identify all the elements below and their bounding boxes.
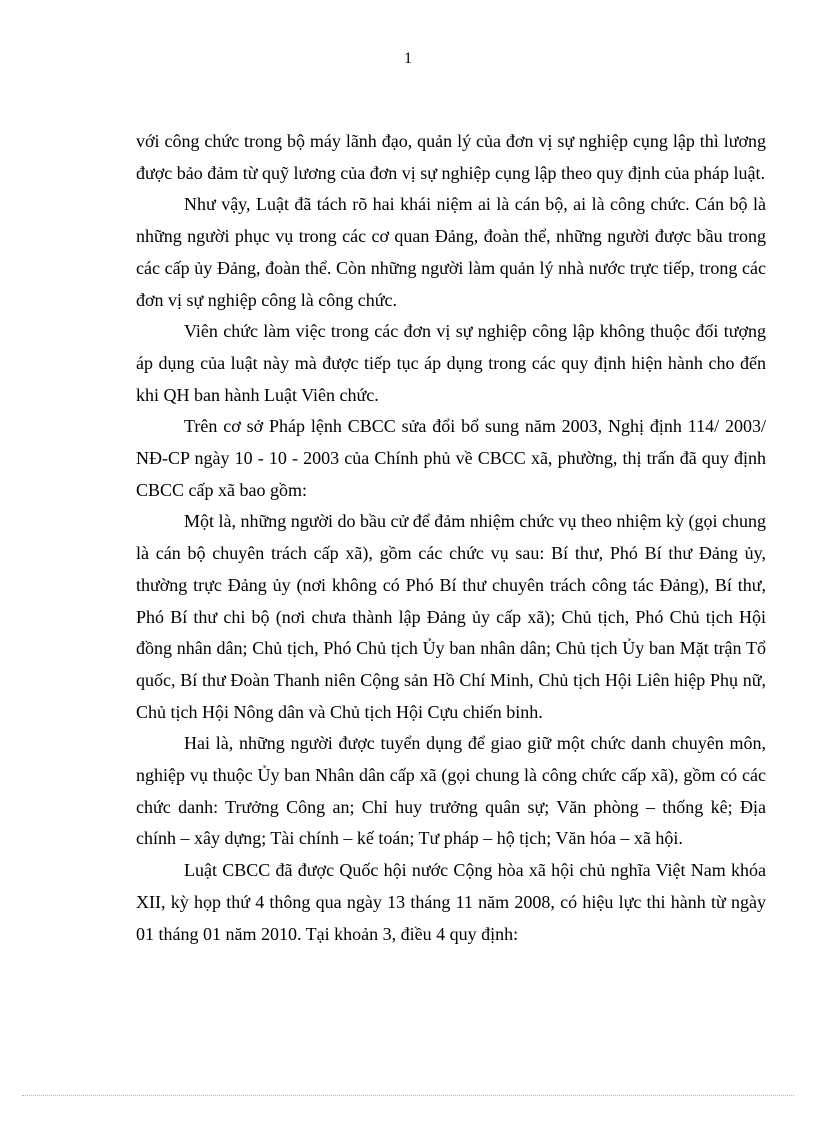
paragraph-2: Như vậy, Luật đã tách rõ hai khái niệm ai là cán bộ, ai là công chức. Cán bộ là những người phục vụ trong các cơ quan Đảng, đoàn thể, những người được bầu trong các cấp ủy Đảng, đoàn thể. Còn những người làm quản lý nhà nước trực tiếp, trong các đơn vị sự nghiệp công là công chức. (136, 194, 766, 310)
paragraph-6: Hai là, những người được tuyển dụng để giao giữ một chức danh chuyên môn, nghiệp vụ thuộc Ủy ban Nhân dân cấp xã (gọi chung là công chức cấp xã), gồm có các chức danh: Trưởng Công an; Chỉ huy trưởng quân sự; Văn phòng – thống kê; Địa chính – xây dựng; Tài chính – kế toán; Tư pháp – hộ tịch; Văn hóa – xã hội. (136, 733, 766, 849)
page-number: 1 (404, 50, 412, 67)
paragraph-1: với công chức trong bộ máy lãnh đạo, quản lý của đơn vị sự nghiệp cụng lập thì lương được bảo đảm từ quỹ lương của đơn vị sự nghiệp cụng lập theo quy định của pháp luật. (136, 131, 766, 183)
document-body (136, 126, 766, 950)
footer-divider (22, 1095, 794, 1096)
paragraph-7: Luật CBCC đã được Quốc hội nước Cộng hòa xã hội chủ nghĩa Việt Nam khóa XII, kỳ họp thứ 4 thông qua ngày 13 tháng 11 năm 2008, có hiệu lực thi hành từ ngày 01 tháng 01 năm 2010. Tại khoản 3, điều 4 quy định: (136, 860, 766, 944)
paragraph-5: Một là, những người do bầu cử để đảm nhiệm chức vụ theo nhiệm kỳ (gọi chung là cán bộ chuyên trách cấp xã), gồm các chức vụ sau: Bí thư, Phó Bí thư Đảng ủy, thường trực Đảng ủy (nơi không có Phó Bí thư chuyên trách công tác Đảng), Bí thư, Phó Bí thư chi bộ (nơi chưa thành lập Đảng ủy cấp xã); Chủ tịch, Phó Chủ tịch Hội đồng nhân dân; Chủ tịch, Phó Chủ tịch Ủy ban nhân dân; Chủ tịch Ủy ban Mặt trận Tổ quốc, Bí thư Đoàn Thanh niên Cộng sản Hồ Chí Minh, Chủ tịch Hội Liên hiệp Phụ nữ, Chủ tịch Hội Nông dân và Chủ tịch Hội Cựu chiến binh. (136, 511, 766, 722)
paragraph-4: Trên cơ sở Pháp lệnh CBCC sửa đổi bổ sung năm 2003, Nghị định 114/ 2003/ NĐ-CP ngày 10 - 10 - 2003 của Chính phủ về CBCC xã, phường, thị trấn đã quy định CBCC cấp xã bao gồm: (136, 416, 766, 500)
paragraph-3: Viên chức làm việc trong các đơn vị sự nghiệp công lập không thuộc đối tượng áp dụng của luật này mà được tiếp tục áp dụng trong các quy định hiện hành cho đến khi QH ban hành Luật Viên chức. (136, 321, 766, 405)
